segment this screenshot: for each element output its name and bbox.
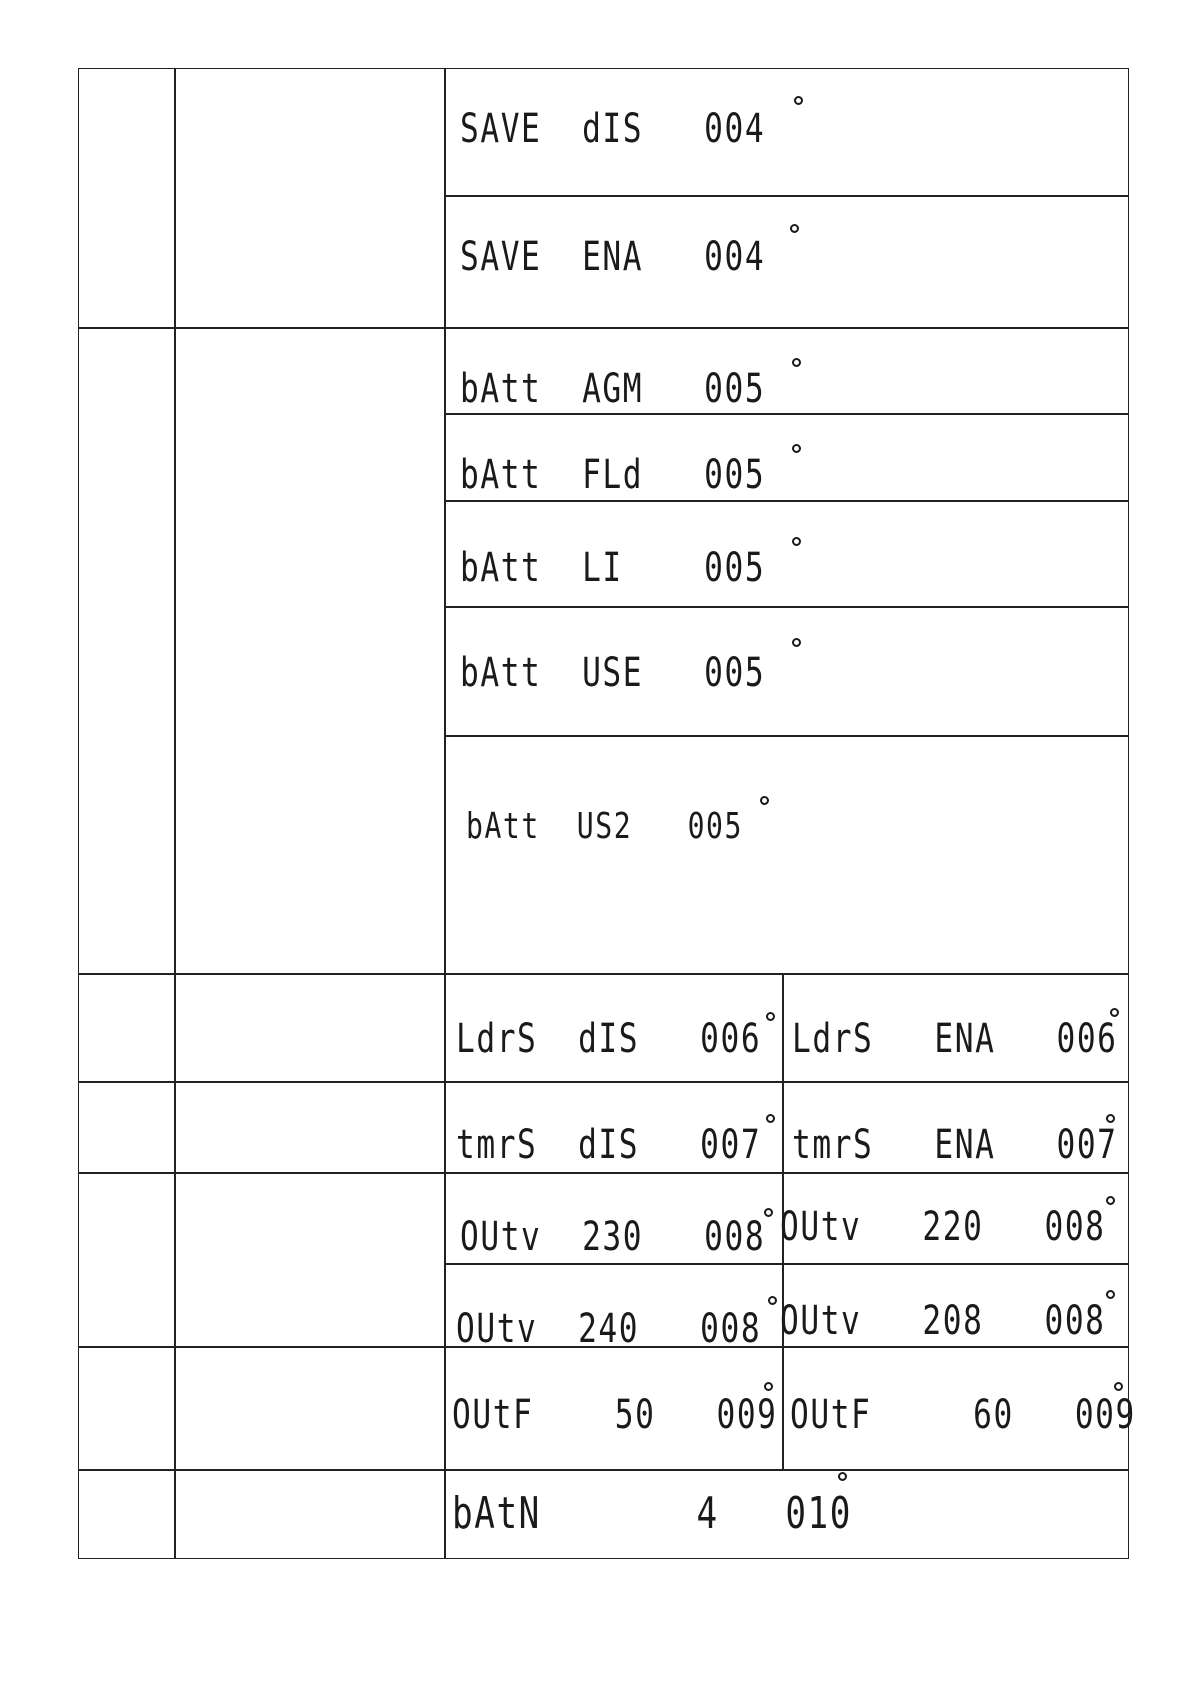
degree-icon: [1106, 1196, 1115, 1205]
degree-icon: [1106, 1290, 1115, 1299]
col-divider-1: [174, 68, 176, 1559]
degree-icon: [1114, 1382, 1123, 1391]
degree-icon: [790, 224, 799, 233]
degree-icon: [792, 444, 801, 453]
degree-icon: [792, 537, 801, 546]
sub-row-divider: [444, 413, 1129, 415]
degree-icon: [794, 96, 803, 105]
row-divider: [78, 973, 1129, 975]
lcd-display: tmrS dIS 007: [456, 1122, 762, 1168]
lcd-display: bAtt US2 005: [466, 806, 743, 847]
sub-row-divider: [444, 735, 1129, 737]
row-divider: [78, 1469, 1129, 1471]
degree-icon: [1106, 1114, 1115, 1123]
lcd-display: OUtv 220 008: [780, 1204, 1106, 1250]
sub-row-divider: [444, 1263, 1129, 1265]
degree-icon: [838, 1472, 847, 1481]
degree-icon: [768, 1296, 777, 1305]
col-divider-2: [444, 68, 446, 1559]
lcd-display: bAtt FLd 005: [460, 452, 766, 498]
degree-icon: [764, 1382, 773, 1391]
sub-row-divider: [444, 606, 1129, 608]
lcd-display: bAtt LI 005: [460, 545, 766, 591]
lcd-display: bAtN 4 010: [452, 1488, 853, 1539]
sub-row-divider: [444, 500, 1129, 502]
degree-icon: [766, 1012, 775, 1021]
lcd-display: SAVE dIS 004: [460, 106, 766, 152]
row-divider: [78, 1172, 1129, 1174]
lcd-display: bAtt AGM 005: [460, 366, 766, 412]
lcd-display: SAVE ENA 004: [460, 234, 766, 280]
lcd-display: OUtv 208 008: [780, 1298, 1106, 1344]
degree-icon: [764, 1208, 773, 1217]
lcd-display: LdrS ENA 006: [792, 1016, 1118, 1062]
lcd-display: tmrS ENA 007: [792, 1122, 1118, 1168]
lcd-display: OUtv 240 008: [456, 1306, 762, 1352]
degree-icon: [792, 638, 801, 647]
lcd-display: OUtv 230 008: [460, 1214, 766, 1260]
lcd-display: OUtF 50 009: [452, 1392, 778, 1438]
row-divider: [78, 1081, 1129, 1083]
lcd-display: LdrS dIS 006: [456, 1016, 762, 1062]
lcd-display: bAtt USE 005: [460, 650, 766, 696]
lcd-display: OUtF 60 009: [790, 1392, 1136, 1438]
degree-icon: [1110, 1008, 1119, 1017]
degree-icon: [766, 1114, 775, 1123]
degree-icon: [792, 358, 801, 367]
degree-icon: [760, 796, 769, 805]
sub-row-divider: [444, 195, 1129, 197]
row-divider: [78, 327, 1129, 329]
